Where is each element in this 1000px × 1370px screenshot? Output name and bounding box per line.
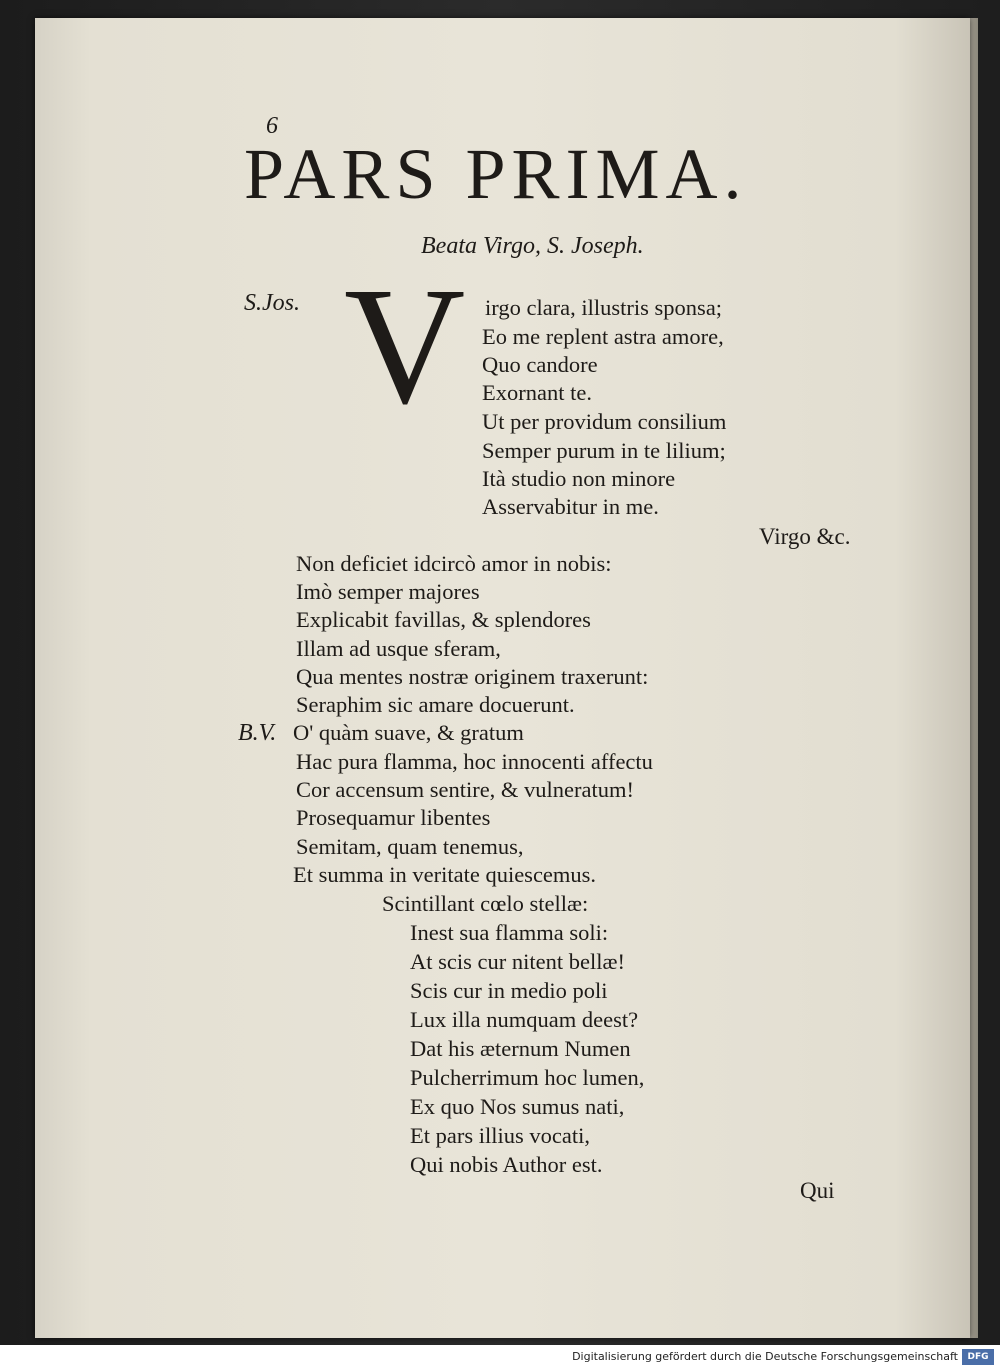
verse-line: Ut per providum consilium	[482, 409, 727, 434]
verse-line: Ità studio non minore	[482, 466, 676, 491]
verse-line: O' quàm suave, & gratum	[293, 720, 524, 745]
verse-line: Et pars illius vocati,	[410, 1123, 590, 1148]
page-number: 6	[266, 113, 278, 139]
verse-line: Lux illa numquam deest?	[410, 1007, 639, 1032]
verse-line: Asservabitur in me.	[482, 494, 659, 519]
verse-line: Ex quo Nos sumus nati,	[410, 1094, 625, 1119]
page-subtitle: Beata Virgo, S. Joseph.	[421, 233, 644, 259]
catchword: Qui	[800, 1178, 835, 1203]
verse-line: Inest sua flamma soli:	[410, 920, 609, 945]
verse-line: Hac pura flamma, hoc innocenti affectu	[296, 749, 653, 774]
verse-line: Illam ad usque sferam,	[296, 636, 501, 661]
verse-line: Qua mentes nostræ originem traxerunt:	[296, 664, 649, 689]
funding-notice: Digitalisierung gefördert durch die Deutsche Forschungsgemeinschaft	[572, 1350, 958, 1363]
verse-line: At scis cur nitent bellæ!	[410, 949, 625, 974]
verse-line: Et summa in veritate quiescemus.	[293, 862, 597, 887]
verse-line: Eo me replent astra amore,	[482, 324, 724, 349]
drop-cap: V	[344, 253, 466, 439]
page-title: PARS PRIMA.	[244, 134, 748, 214]
refrain-cue: Virgo &c.	[759, 524, 851, 549]
verse-line: Imò semper majores	[296, 579, 480, 604]
verse-line: Exornant te.	[482, 380, 592, 405]
verse-line: Explicabit favillas, & splendores	[296, 607, 591, 632]
verse-line: Qui nobis Author est.	[410, 1152, 603, 1177]
verse-line: Cor accensum sentire, & vulneratum!	[296, 777, 635, 802]
verse-line: irgo clara, illustris sponsa;	[485, 295, 723, 320]
dfg-logo: DFG	[962, 1349, 994, 1365]
verse-line: Scintillant cœlo stellæ:	[382, 891, 589, 916]
verse-line: Seraphim sic amare docuerunt.	[296, 692, 575, 717]
verse-line: Semitam, quam tenemus,	[296, 834, 524, 859]
verse-line: Scis cur in medio poli	[410, 978, 608, 1003]
verse-line: Non deficiet idcircò amor in nobis:	[296, 551, 612, 576]
verse-line: Pulcherrimum hoc lumen,	[410, 1065, 645, 1090]
verse-line: Quo candore	[482, 352, 598, 377]
verse-line: Prosequamur libentes	[296, 805, 491, 830]
footer-bar	[0, 1345, 1000, 1370]
speaker-b-v: B.V.	[238, 720, 277, 746]
speaker-s-jos: S.Jos.	[244, 290, 300, 316]
verse-line: Semper purum in te lilium;	[482, 438, 726, 463]
verse-line: Dat his æternum Numen	[410, 1036, 631, 1061]
